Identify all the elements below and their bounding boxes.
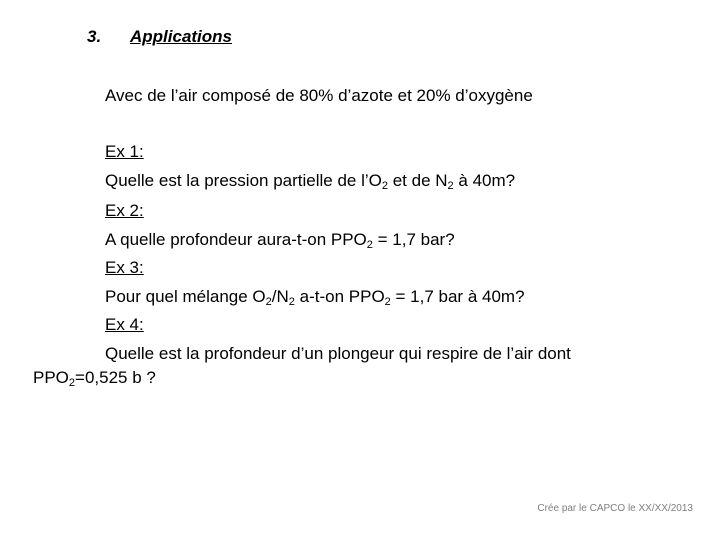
exercise-3-label: Ex 3: <box>105 258 144 277</box>
exercise-3-question: Pour quel mélange $O_2/N_2$ a-t-on $PPO_2 = 1,7$ bar à 40m? <box>105 287 525 308</box>
exercise-1-question: Quelle est la pression partielle de $l’O_2$ et de $N_2$ à 40m? <box>105 171 516 192</box>
exercise-4-label: Ex 4: <box>105 315 144 334</box>
exercise-2-question: A quelle profondeur aura-t-on $PPO_2 = 1,7$ bar? <box>105 230 455 251</box>
section-title: Applications <box>130 27 233 46</box>
intro-text: Avec de l’air composé de 80% d’azote et 20% d’oxygène <box>105 86 533 105</box>
exercise-2-label: Ex 2: <box>105 201 144 220</box>
exercise-4-question-line1: Quelle est la profondeur d’un plongeur qui respire de l’air dont <box>105 344 571 363</box>
section-number: 3. <box>87 27 102 46</box>
footer-credit: Crée par le CAPCO le XX/XX/2013 <box>537 503 693 514</box>
exercise-1-label: Ex 1: <box>105 142 144 161</box>
exercise-4-question-line2: $PPO_2=0,525$ b ? <box>33 368 156 389</box>
